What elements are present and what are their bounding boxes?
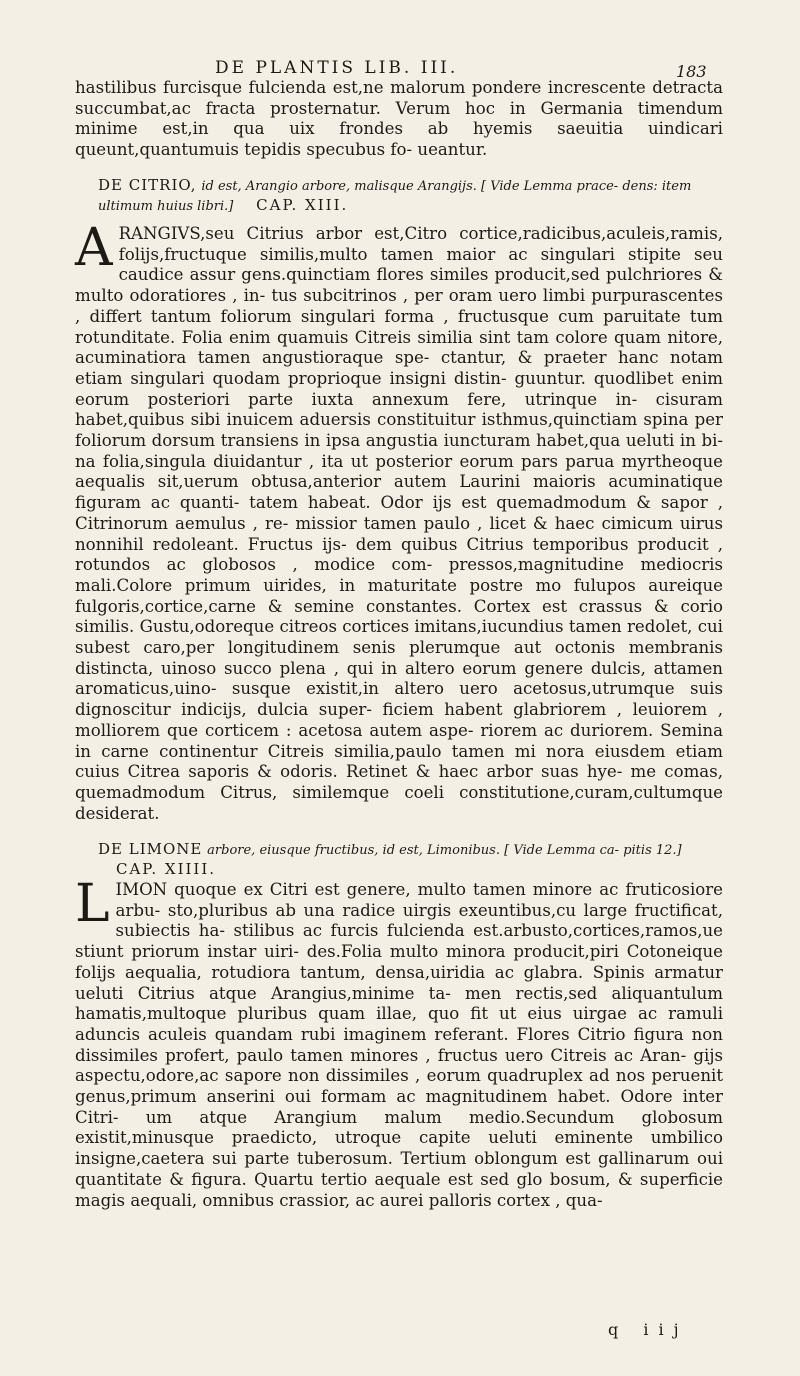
- chapter-13-heading: [98, 176, 698, 216]
- chapter-14-text: IMON quoque ex Citri est genere, multo tamen minore ac fruticosiore arbu- sto,pluribus ab una radice uirgis exeuntibus,cu large fructificat, subiectis ha- stilibus ac furcis fulcienda est.arbusto,cortices,ramos,ue stiunt priorum instar uiri- des.Folia multo minora producit,piri Cotoneique folijs aequalia, rotudiora tantum, densa,uiridia ac glabra. Spinis armatur ueluti Citrius atque Arangius,minime ta- men rectis,sed aliquantulum hamatis,multoque pluribus quam illae, quo fit ut eius uirgae ac ramuli aduncis aculeis quandam rubi imaginem referant. Flores Citrio figura non dissimiles profert, paulo tamen minores , fructus uero Citreis ac Aran- gijs aspectu,odore,ac sapore non dissimiles , eorum quadruplex ad nos peruenit genus,primum anserini oui formam ac magnitudinem habet. Odore inter Citri- um atque Arangium malum medio.Secundum globosum existit,minusque praedicto, utroque capite ueluti eminente umbilico insigne,caetera sui parte tuberosum. Tertium oblongum est gallinarum oui quantitate & figura. Quartu tertio aequale est sed glo bosum, & superficie magis aequali, omnibus crassior, ac aurei palloris cortex , qua-: [75, 880, 723, 1210]
- chapter-14-heading-name: DE LIMONE: [98, 840, 203, 858]
- running-head-title: DE PLANTIS LIB. III.: [215, 58, 459, 78]
- chapter-14-heading-subtitle: arbore, eiusque fructibus, id est, Limonibus. [ Vide Lemma ca- pitis 12.]: [207, 843, 682, 858]
- chapter-13-dropcap: A: [75, 218, 113, 278]
- chapter-13-text: RANGIVS,seu Citrius arbor est,Citro cortice,radicibus,aculeis,ramis, folijs,fructuque similis,multo tamen maior ac singulari stipite seu caudice assur gens.quinctiam flores similes producit,sed pulchriores & multo odoratiores , in- tus subcitrinos , per oram uero limbi purpurascentes , differt tantum foliorum singulari forma , fructusque cum paruitate tum rotunditate. Folia enim quamuis Citreis similia sint tam colore quam nitore, acuminatiora tamen angustioraque spe- ctantur, & praeter hanc notam etiam singulari quodam proprioque insigni distin- guuntur. quodlibet enim eorum posteriori parte iuxta annexum fere, utrinque in- cisuram habet,quibus sibi inuicem aduersis constituitur isthmus,quinctiam spina per foliorum dorsum transiens in ipsa angustia iuncturam habet,qua ueluti in bi- na folia,singula diuidantur , ita ut posterior eorum pars parua myrtheoque aequalis sit,uerum obtusa,anterior autem Laurini maioris acuminatique figuram ac quanti- tatem habeat. Odor ijs est quemadmodum & sapor , Citrinorum aemulus , re- missior tamen paulo , licet & haec cimicum uirus nonnihil redoleant. Fructus ijs- dem quibus Citrius temporibus producit , rotundos ac globosos , modice com- pressos,magnitudine mediocris mali.Colore primum uirides, in maturitate postre mo fulupos aureique fulgoris,cortice,carne & semine constantes. Cortex est crassus & corio similis. Gustu,odoreque citreos cortices imitans,iucundius tamen redolet, cui subest caro,per longitudinem senis plerumque aut octonis membranis distincta, uinoso succo plena , qui in altero eorum genere dulcis, attamen aromaticus,uino- susque existit,in altero uero acetosus,utrumque suis dignoscitur indicijs, dulcia super- ficiem habent glabriorem , leuiorem , molliorem que corticem : acetosa autem aspe- riorem ac duriorem. Semina in carne continentur Citreis similia,paulo tamen mi nora eiusdem etiam cuius Citrea saporis & odoris. Retinet & haec arbor suas hye- me comas, quemadmodum Citrus, similemque coeli constitutione,curam,cultumque desiderat.: [75, 224, 723, 823]
- chapter-13-heading-subtitle: id est, Arangio arbore, malisque Arangijs. [ Vide Lemma prace- dens: item ultimum huius libri.]: [98, 179, 692, 214]
- chapter-14-heading: [98, 840, 698, 879]
- page-number: 183: [676, 62, 707, 81]
- paragraph-continuation: hastilibus furcisque fulcienda est,ne malorum pondere increscente detracta succumbat,ac fracta prosternatur. Verum hoc in Germania timendum minime est,in qua uix frondes ab hyemis saeuitia uindicari queunt,quantumuis tepidis specubus fo- ueantur.: [75, 78, 723, 160]
- chapter-14-number: CAP. XIIII.: [116, 860, 217, 878]
- chapter-14-body: [75, 874, 723, 1211]
- chapter-13-number: CAP. XIII.: [256, 196, 349, 214]
- chapter-14-dropcap: L: [75, 874, 110, 934]
- signature-mark: q iij: [608, 1320, 689, 1339]
- chapter-13-body: [75, 218, 723, 824]
- chapter-13-heading-name: DE CITRIO,: [98, 176, 197, 194]
